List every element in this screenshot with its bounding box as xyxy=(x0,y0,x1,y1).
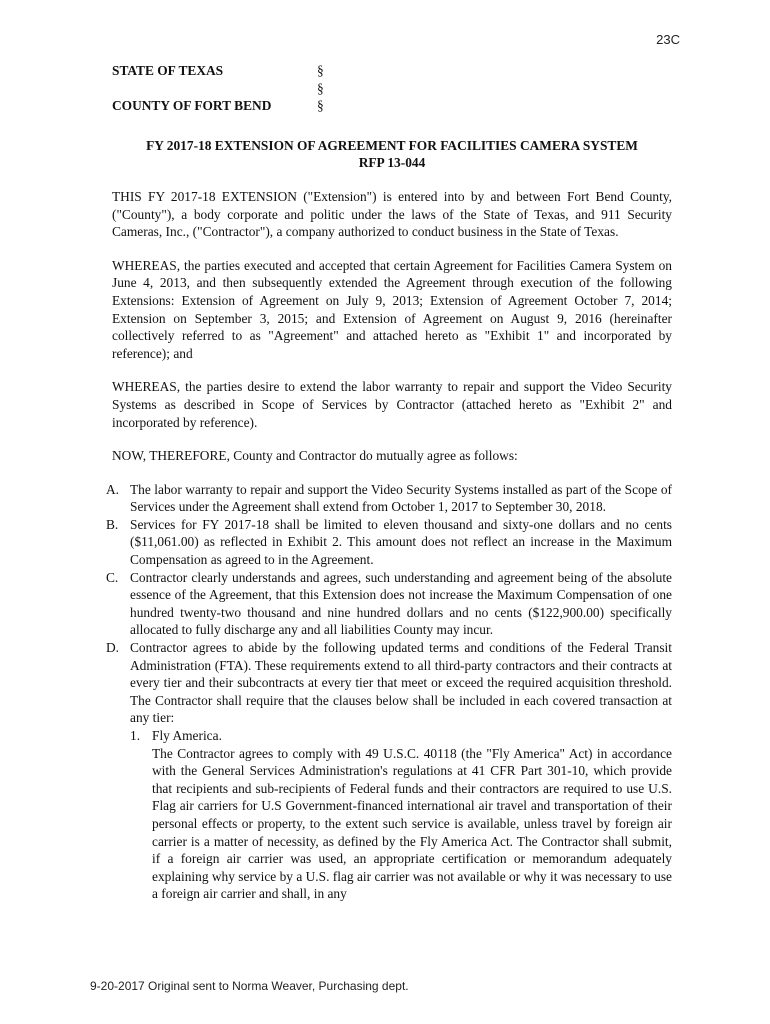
section-symbol: § xyxy=(317,98,324,114)
list-item xyxy=(106,639,672,727)
section-symbol: § xyxy=(317,63,324,78)
document-body xyxy=(106,62,672,903)
caption-state: STATE OF TEXAS xyxy=(112,63,224,78)
caption-empty xyxy=(112,80,317,98)
item-text: Contractor agrees to abide by the following updated terms and conditions of the Federal Transit Administration (FTA). These requirements extend to all third-party contractors and their contracts at every tier and their subcontracts at every tier that meet or exceed the required acquisition threshold. The Contractor shall require that the clauses below shall be included in each covered transaction at any tier: xyxy=(130,640,672,726)
item-marker: A. xyxy=(106,481,120,497)
title-line-2: RFP 13-044 xyxy=(358,155,426,171)
list-item xyxy=(106,516,672,569)
item-marker: C. xyxy=(106,569,119,585)
item-text: Services for FY 2017-18 shall be limited to eleven thousand and sixty-one dollars and no cents ($11,061.00) as reflected in Exhibit 2. This amount does not reflect an increase in the Maximum Compensation as agreed to in the Agreement. xyxy=(130,516,672,568)
sub-item-fly-america xyxy=(112,727,672,745)
caption-county: COUNTY OF FORT BEND xyxy=(112,98,272,114)
list-item xyxy=(106,481,672,516)
item-text: Contractor clearly understands and agrees, such understanding and agreement being of the absolute essence of the Agreement, that this Extension does not increase the Maximum Compensation of one hundred twenty-two thousand and nine hundred dollars and no cents ($122,900.00) specifically allocated to fully discharge any and all liabilities County may incur. xyxy=(130,569,672,638)
intro-paragraph: THIS FY 2017-18 EXTENSION ("Extension") is entered into by and between Fort Bend County, ("County"), a body corporate and politic under the laws of the State of Texas, and 911 Security Cameras, Inc., ("Contractor"), a company authorized to conduct business in the State of Texas. xyxy=(112,188,672,240)
caption-row xyxy=(112,97,672,115)
page-number: 23C xyxy=(656,32,680,47)
sub-item-heading: Fly America. xyxy=(152,728,222,743)
caption-row xyxy=(112,80,672,98)
item-text: The labor warranty to repair and support the Video Security Systems installed as part of the Scope of Services under the Agreement shall extend from October 1, 2017 to September 30, 2018. xyxy=(130,481,672,515)
sub-item-marker: 1. xyxy=(130,728,141,743)
sub-item-text: The Contractor agrees to comply with 49 U.S.C. 40118 (the "Fly America" Act) in accordance with the General Services Administration's regulations at 41 CFR Part 301-10, which provide that recipients and sub-recipients of Federal funds and their contractors are required to use U.S. Flag air carriers for U.S Government-financed international air travel and transportation of their personal effects or property, to the extent such service is available, unless travel by foreign air carrier is a matter of necessity, as defined by the Fly America Act. The Contractor shall submit, if a foreign air carrier was used, an appropriate certification or memorandum adequately explaining why service by a U.S. flag air carrier was not available or why it was necessary to use a foreign air carrier and shall, in any xyxy=(152,745,672,902)
terms-list xyxy=(106,481,672,727)
caption-row xyxy=(112,62,672,80)
whereas-paragraph-2: WHEREAS, the parties desire to extend the labor warranty to repair and support the Video Security Systems as described in Scope of Services by Contractor (attached hereto as "Exhibit 2" and incorporated by reference). xyxy=(112,379,672,430)
caption-block xyxy=(112,62,672,115)
whereas-paragraph-1: WHEREAS, the parties executed and accepted that certain Agreement for Facilities Camera System on June 4, 2013, and then subsequently extended the Agreement through execution of the following Extensions: Extension of Agreement on July 9, 2013; Extension of Agreement October 7, 2014; Extension on September 3, 2015; and Extension of Agreement on August 9, 2016 (hereinafter collectively referred to as "Agreement" and attached hereto as "Exhibit 1" and incorporated by reference); and xyxy=(112,257,672,361)
now-therefore-paragraph: NOW, THEREFORE, County and Contractor do mutually agree as follows: xyxy=(112,448,518,464)
item-marker: B. xyxy=(106,516,119,532)
section-symbol: § xyxy=(317,80,324,96)
title-line-1: FY 2017-18 EXTENSION OF AGREEMENT FOR FACILITIES CAMERA SYSTEM xyxy=(146,137,638,153)
document-title xyxy=(112,137,672,172)
footer-note: 9-20-2017 Original sent to Norma Weaver, Purchasing dept. xyxy=(90,979,409,993)
list-item xyxy=(106,569,672,639)
item-marker: D. xyxy=(106,640,120,656)
